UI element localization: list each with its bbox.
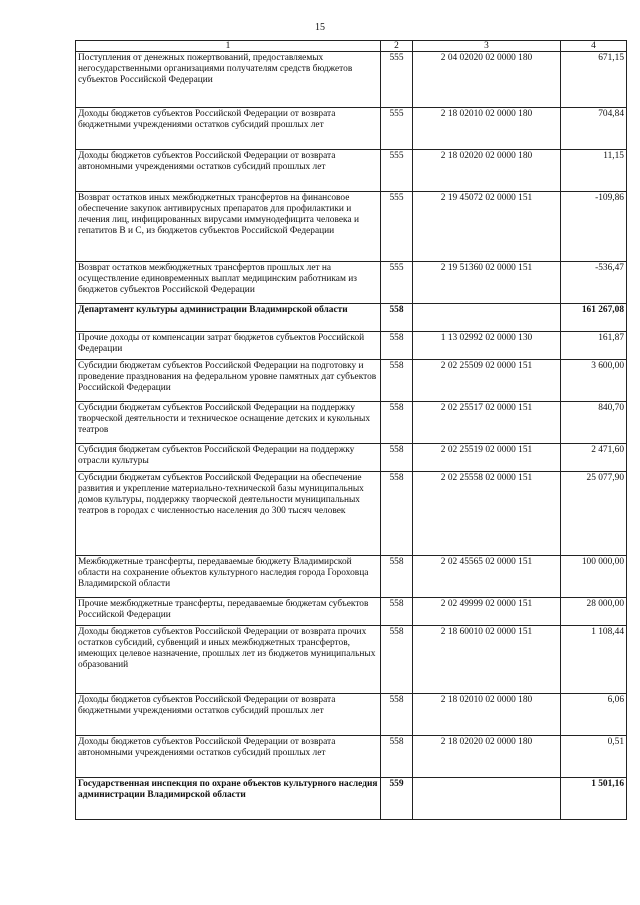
row-name-cell: Прочие доходы от компенсации затрат бюджетов субъектов Российской Федерации [76, 332, 381, 360]
table-row [76, 598, 627, 626]
row-amount-cell: 704,84 [561, 108, 627, 150]
row-name-cell: Доходы бюджетов субъектов Российской Федерации от возврата автономными учреждениями остатков субсидий прошлых лет [76, 150, 381, 192]
row-classification-code-cell: 1 13 02992 02 0000 130 [413, 332, 561, 360]
row-admin-code-cell: 558 [381, 694, 413, 736]
row-amount-cell: 1 501,16 [561, 778, 627, 820]
row-classification-code-cell: 2 02 25509 02 0000 151 [413, 360, 561, 402]
row-classification-code-cell: 2 18 02020 02 0000 180 [413, 150, 561, 192]
page-number: 15 [315, 22, 325, 33]
row-amount-cell: 161 267,08 [561, 304, 627, 332]
row-amount-cell: 11,15 [561, 150, 627, 192]
table-body [76, 52, 627, 820]
row-amount-cell: 0,51 [561, 736, 627, 778]
row-amount-cell: 6,06 [561, 694, 627, 736]
row-admin-code-cell: 558 [381, 598, 413, 626]
row-admin-code-cell: 558 [381, 304, 413, 332]
row-name-cell: Государственная инспекция по охране объектов культурного наследия администрации Владимирской области [76, 778, 381, 820]
row-amount-cell: 671,15 [561, 52, 627, 108]
row-name-cell: Поступления от денежных пожертвований, предоставляемых негосударственными организациями получателям средств бюджетов субъектов Российской Федерации [76, 52, 381, 108]
row-name-cell: Доходы бюджетов субъектов Российской Федерации от возврата бюджетными учреждениями остатков субсидий прошлых лет [76, 694, 381, 736]
row-name-cell: Доходы бюджетов субъектов Российской Федерации от возврата бюджетными учреждениями остатков субсидий прошлых лет [76, 108, 381, 150]
row-admin-code-cell: 555 [381, 150, 413, 192]
row-classification-code-cell: 2 18 02010 02 0000 180 [413, 108, 561, 150]
row-name-cell: Департамент культуры администрации Владимирской области [76, 304, 381, 332]
row-amount-cell: 840,70 [561, 402, 627, 444]
row-amount-cell: 2 471,60 [561, 444, 627, 472]
column-header-3: 3 [413, 41, 561, 52]
table-row [76, 150, 627, 192]
row-classification-code-cell: 2 18 60010 02 0000 151 [413, 626, 561, 694]
row-admin-code-cell: 558 [381, 332, 413, 360]
row-amount-cell: 100 000,00 [561, 556, 627, 598]
table-row [76, 736, 627, 778]
row-name-cell: Доходы бюджетов субъектов Российской Федерации от возврата автономными учреждениями остатков субсидий прошлых лет [76, 736, 381, 778]
row-classification-code-cell: 2 02 25517 02 0000 151 [413, 402, 561, 444]
row-name-cell: Возврат остатков иных межбюджетных трансфертов на финансовое обеспечение закупок антивирусных препаратов для профилактики и лечения лиц, инфицированных вирусами иммунодефицита человека и гепатитов В и С, из бюджетов субъектов Российской Федерации [76, 192, 381, 262]
table-header-row [76, 41, 627, 52]
table-row [76, 262, 627, 304]
row-admin-code-cell: 558 [381, 402, 413, 444]
table-row [76, 626, 627, 694]
row-amount-cell: 3 600,00 [561, 360, 627, 402]
row-classification-code-cell [413, 304, 561, 332]
table-row [76, 192, 627, 262]
table-row [76, 778, 627, 820]
row-classification-code-cell: 2 18 02020 02 0000 180 [413, 736, 561, 778]
table-row [76, 52, 627, 108]
row-admin-code-cell: 558 [381, 736, 413, 778]
row-name-cell: Прочие межбюджетные трансферты, передаваемые бюджетам субъектов Российской Федерации [76, 598, 381, 626]
row-name-cell: Субсидии бюджетам субъектов Российской Федерации на подготовку и проведение празднования на федеральном уровне памятных дат субъектов Российской Федерации [76, 360, 381, 402]
table-row [76, 402, 627, 444]
row-admin-code-cell: 558 [381, 360, 413, 402]
row-classification-code-cell: 2 02 25558 02 0000 151 [413, 472, 561, 556]
row-name-cell: Субсидии бюджетам субъектов Российской Федерации на поддержку творческой деятельности и техническое оснащение детских и кукольных театров [76, 402, 381, 444]
row-classification-code-cell: 2 02 45565 02 0000 151 [413, 556, 561, 598]
row-amount-cell: 161,87 [561, 332, 627, 360]
row-amount-cell: -536,47 [561, 262, 627, 304]
row-classification-code-cell: 2 02 25519 02 0000 151 [413, 444, 561, 472]
table-row [76, 444, 627, 472]
table-row [76, 556, 627, 598]
row-admin-code-cell: 558 [381, 626, 413, 694]
row-admin-code-cell: 558 [381, 444, 413, 472]
row-name-cell: Субсидии бюджетам субъектов Российской Федерации на обеспечение развития и укрепление материально-технической базы муниципальных домов культуры, поддержку творческой деятельности муниципальных театров в городах с численностью населения до 300 тысяч человек [76, 472, 381, 556]
row-classification-code-cell [413, 778, 561, 820]
row-name-cell: Возврат остатков межбюджетных трансфертов прошлых лет на осуществление единовременных выплат медицинским работникам из бюджетов субъектов Российской Федерации [76, 262, 381, 304]
table-row [76, 332, 627, 360]
table-row [76, 694, 627, 736]
table-row [76, 360, 627, 402]
row-admin-code-cell: 555 [381, 192, 413, 262]
table-row [76, 472, 627, 556]
row-amount-cell: -109,86 [561, 192, 627, 262]
row-classification-code-cell: 2 02 49999 02 0000 151 [413, 598, 561, 626]
row-classification-code-cell: 2 04 02020 02 0000 180 [413, 52, 561, 108]
row-admin-code-cell: 558 [381, 556, 413, 598]
row-amount-cell: 1 108,44 [561, 626, 627, 694]
row-classification-code-cell: 2 18 02010 02 0000 180 [413, 694, 561, 736]
table-row [76, 304, 627, 332]
row-classification-code-cell: 2 19 51360 02 0000 151 [413, 262, 561, 304]
revenue-table [75, 40, 627, 820]
row-admin-code-cell: 559 [381, 778, 413, 820]
row-amount-cell: 25 077,90 [561, 472, 627, 556]
row-name-cell: Межбюджетные трансферты, передаваемые бюджету Владимирской области на сохранение объектов культурного наследия города Гороховца Владимирской области [76, 556, 381, 598]
row-admin-code-cell: 555 [381, 108, 413, 150]
column-header-2: 2 [381, 41, 413, 52]
column-header-4: 4 [561, 41, 627, 52]
row-admin-code-cell: 555 [381, 262, 413, 304]
row-admin-code-cell: 555 [381, 52, 413, 108]
row-amount-cell: 28 000,00 [561, 598, 627, 626]
row-name-cell: Субсидия бюджетам субъектов Российской Федерации на поддержку отрасли культуры [76, 444, 381, 472]
row-name-cell: Доходы бюджетов субъектов Российской Федерации от возврата прочих остатков субсидий, субвенций и иных межбюджетных трансфертов, имеющих целевое назначение, прошлых лет из бюджетов муниципальных образований [76, 626, 381, 694]
row-admin-code-cell: 558 [381, 472, 413, 556]
column-header-1: 1 [76, 41, 381, 52]
row-classification-code-cell: 2 19 45072 02 0000 151 [413, 192, 561, 262]
table-row [76, 108, 627, 150]
